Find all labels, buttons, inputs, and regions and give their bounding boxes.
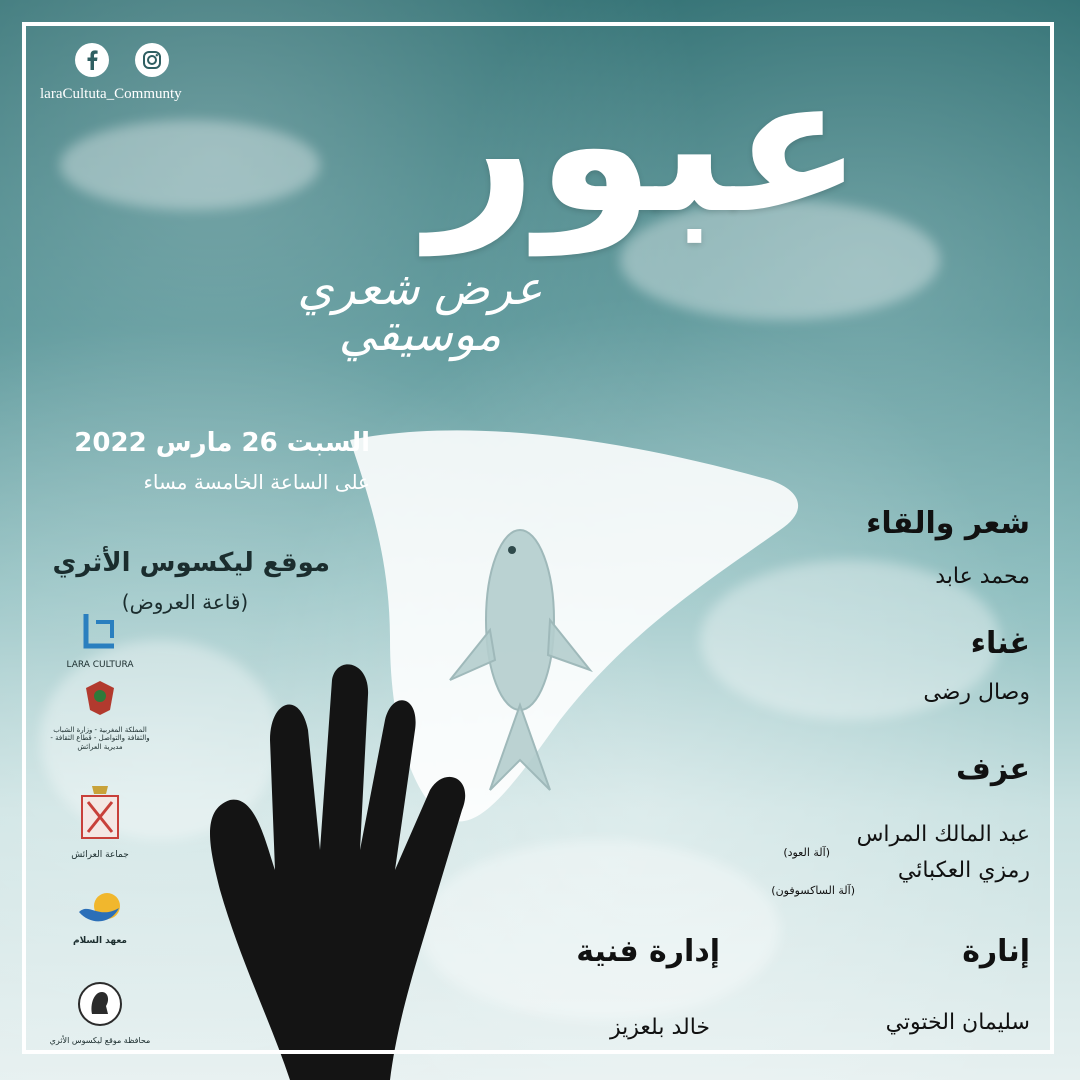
social-links [75, 43, 169, 77]
logo-caption: المملكة المغربية - وزارة الشباب والثقافة والتواصل - قطاع الثقافة - مديرية العرائش [50, 726, 150, 751]
lixus-site-logo [45, 980, 155, 1046]
credit-poetry-name: محمد عابد [935, 564, 1030, 589]
logo-caption: محافظة موقع ليكسوس الأثري [49, 1036, 151, 1045]
credit-music-heading: عزف [955, 752, 1030, 787]
credit-direction-name: خالد بلعزيز [610, 1015, 710, 1040]
show-subtitle: عرض شعري موسيقي [297, 261, 543, 361]
logo-caption: جماعة العرائش [71, 850, 129, 860]
event-venue: موقع ليكسوس الأثري [52, 548, 330, 578]
lara-cultura-logo [45, 608, 155, 671]
credit-direction-heading: إدارة فنية [576, 934, 720, 969]
larache-commune-logo [45, 782, 155, 861]
credit-lighting-name: سليمان الختوتي [885, 1010, 1030, 1035]
event-time: على الساعة الخامسة مساء [143, 470, 370, 494]
logo-caption: معهد السلام [73, 936, 127, 946]
medallion-icon [76, 980, 124, 1028]
event-hall: (قاعة العروض) [121, 590, 249, 614]
credit-music-2-name: رمزي العكبائي [897, 858, 1030, 883]
credit-music-1-name: عبد المالك المراس [856, 822, 1030, 847]
credit-singing-heading: غناء [970, 626, 1030, 661]
dove-icon [75, 890, 125, 928]
commune-emblem-icon [78, 782, 122, 842]
salam-institute-logo [45, 890, 155, 947]
lara-cultura-mark-icon [78, 608, 122, 652]
facebook-icon[interactable] [75, 43, 109, 77]
social-handle[interactable]: laraCultuta_Communty [40, 86, 182, 102]
credit-poetry-heading: شعر والقاء [866, 506, 1030, 541]
event-date: السبت 26 مارس 2022 [74, 428, 370, 458]
coat-of-arms-icon [80, 678, 120, 718]
show-title: عبور [427, 34, 863, 255]
ministry-logo [45, 678, 155, 751]
credit-music-2-note: (آلة الساكسوفون) [771, 884, 855, 897]
instagram-icon[interactable] [135, 43, 169, 77]
logo-caption: LARA CULTURA [66, 660, 134, 670]
credit-music-1-note: (آلة العود) [783, 846, 830, 859]
credit-singing-name: وصال رضى [923, 680, 1030, 705]
credit-lighting-heading: إنارة [962, 934, 1030, 969]
